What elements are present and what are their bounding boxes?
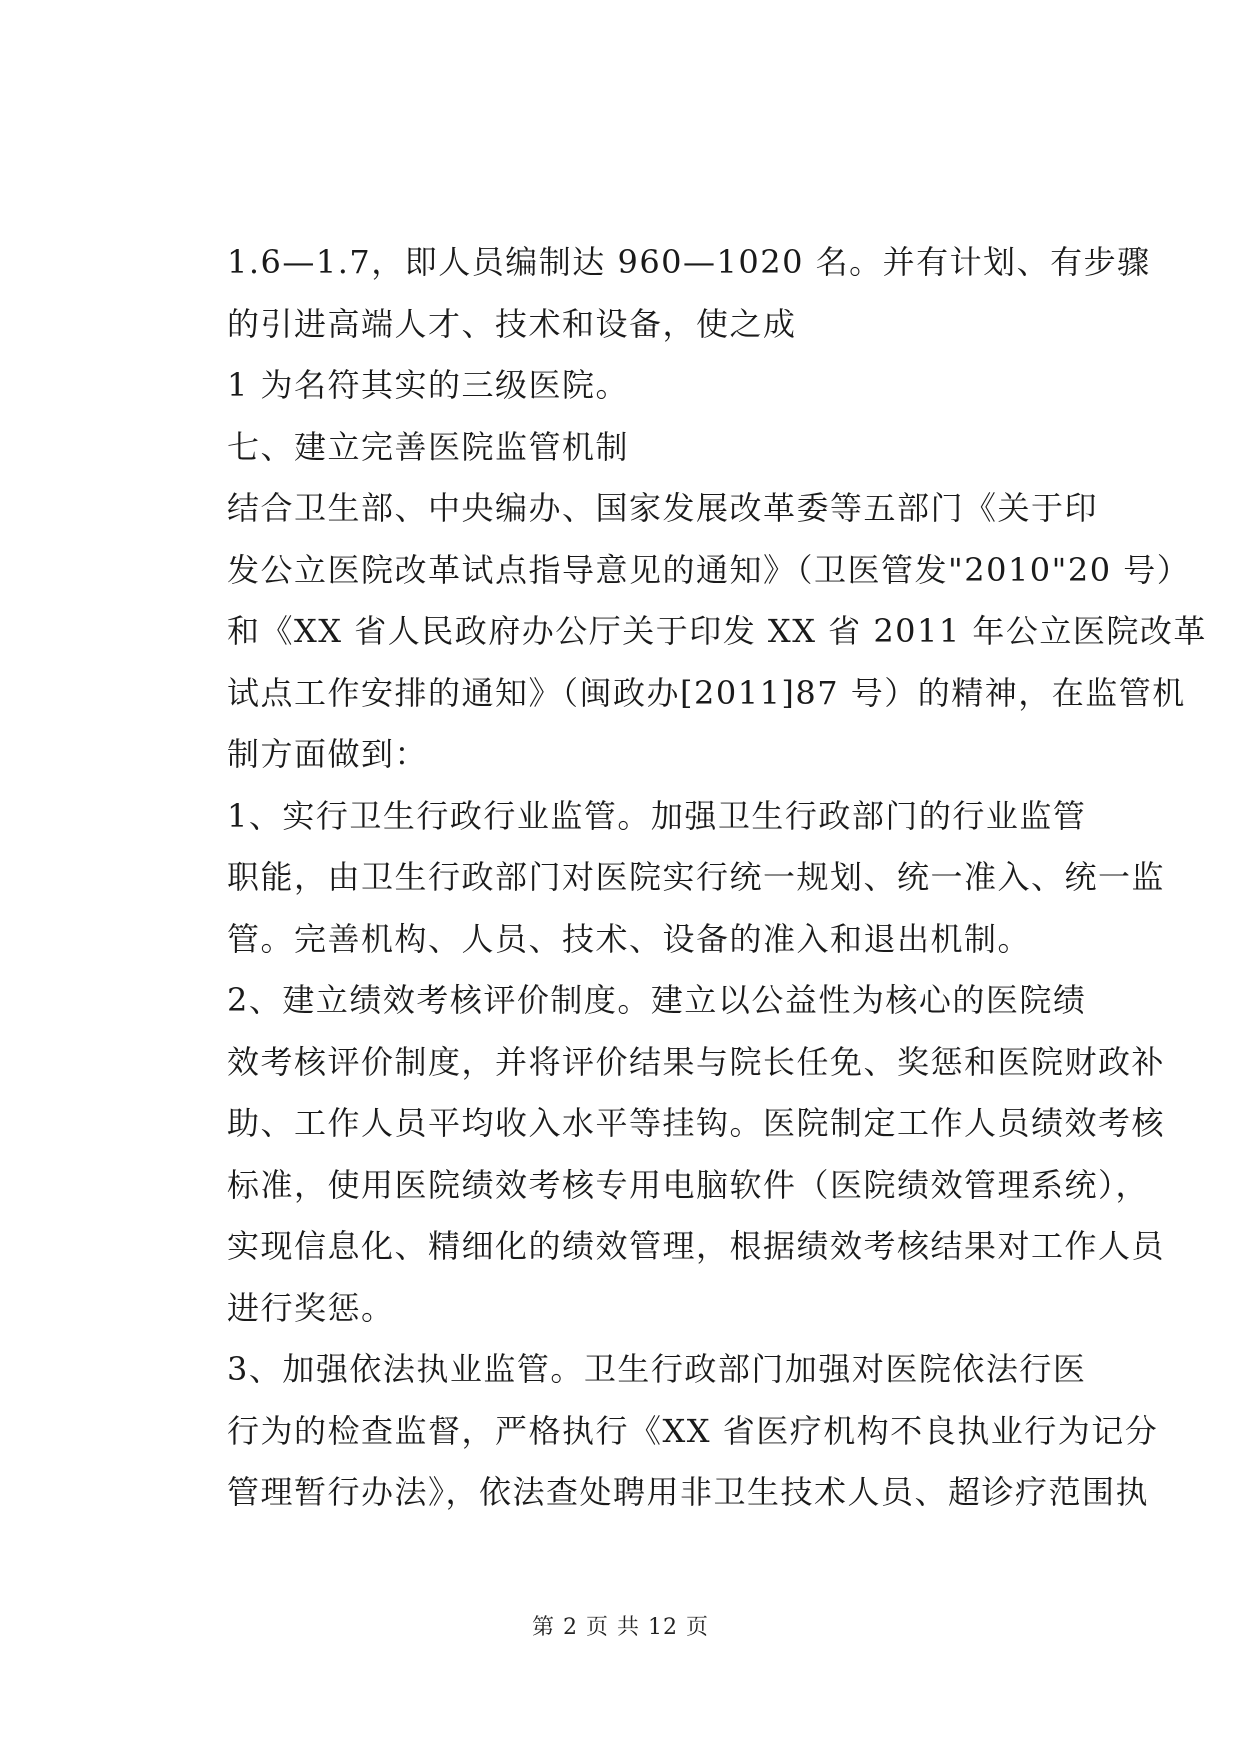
- text-line: 进行奖惩。: [227, 1288, 395, 1327]
- paragraph: [163, 786, 1166, 971]
- text-line: 1 为名符其实的三级医院。: [227, 366, 630, 404]
- text-line: 和《XX 省人民政府办公厅关于印发 XX 省 2011 年公立医院改革: [227, 612, 1207, 650]
- text-line: 行为的检查监督，严格执行《XX 省医疗机构不良执业行为记分: [227, 1411, 1159, 1450]
- paragraph: [163, 355, 1081, 417]
- text-line: 3、加强依法执业监管。卫生行政部门加强对医院依法行医: [227, 1350, 1087, 1388]
- text-line: 标准，使用医院绩效考核专用电脑软件（医院绩效管理系统），: [227, 1165, 1150, 1204]
- text-line: 的引进高端人才、技术和设备，使之成: [227, 304, 797, 343]
- paragraph: [163, 970, 1166, 1339]
- text-line: 制方面做到：: [227, 735, 429, 773]
- text-line: 1.6—1.7，即人员编制达 960—1020 名。并有计划、有步骤: [227, 243, 1151, 281]
- text-line: 管。完善机构、人员、技术、设备的准入和退出机制。: [227, 919, 1032, 958]
- paragraph: [163, 417, 1081, 479]
- paragraph: [163, 1339, 1159, 1524]
- text-line: 效考核评价制度，并将评价结果与院长任免、奖惩和医院财政补: [227, 1042, 1166, 1081]
- text-line: 助、工作人员平均收入水平等挂钩。医院制定工作人员绩效考核: [227, 1104, 1166, 1142]
- text-line: 实现信息化、精细化的绩效管理，根据绩效考核结果对工作人员: [227, 1227, 1166, 1265]
- page-footer: 第 2 页 共 12 页: [532, 1615, 709, 1640]
- text-line: 发公立医院改革试点指导意见的通知》（卫医管发"2010"20 号）: [227, 550, 1191, 589]
- document-body: [163, 232, 1207, 1524]
- paragraph: [163, 478, 1207, 786]
- text-line: 试点工作安排的通知》（闽政办[2011]87 号）的精神，在监管机: [227, 673, 1186, 712]
- text-line: 管理暂行办法》，依法查处聘用非卫生技术人员、超诊疗范围执: [227, 1473, 1150, 1511]
- text-line: 职能，由卫生行政部门对医院实行统一规划、统一准入、统一监: [227, 858, 1166, 896]
- text-line: 1、实行卫生行政行业监管。加强卫生行政部门的行业监管: [227, 796, 1087, 835]
- text-line: 2、建立绩效考核评价制度。建立以公益性为核心的医院绩: [227, 981, 1087, 1019]
- paragraph: [163, 232, 1151, 355]
- text-line: 七、建立完善医院监管机制: [227, 427, 630, 466]
- text-line: 结合卫生部、中央编办、国家发展改革委等五部门《关于印: [227, 489, 1099, 527]
